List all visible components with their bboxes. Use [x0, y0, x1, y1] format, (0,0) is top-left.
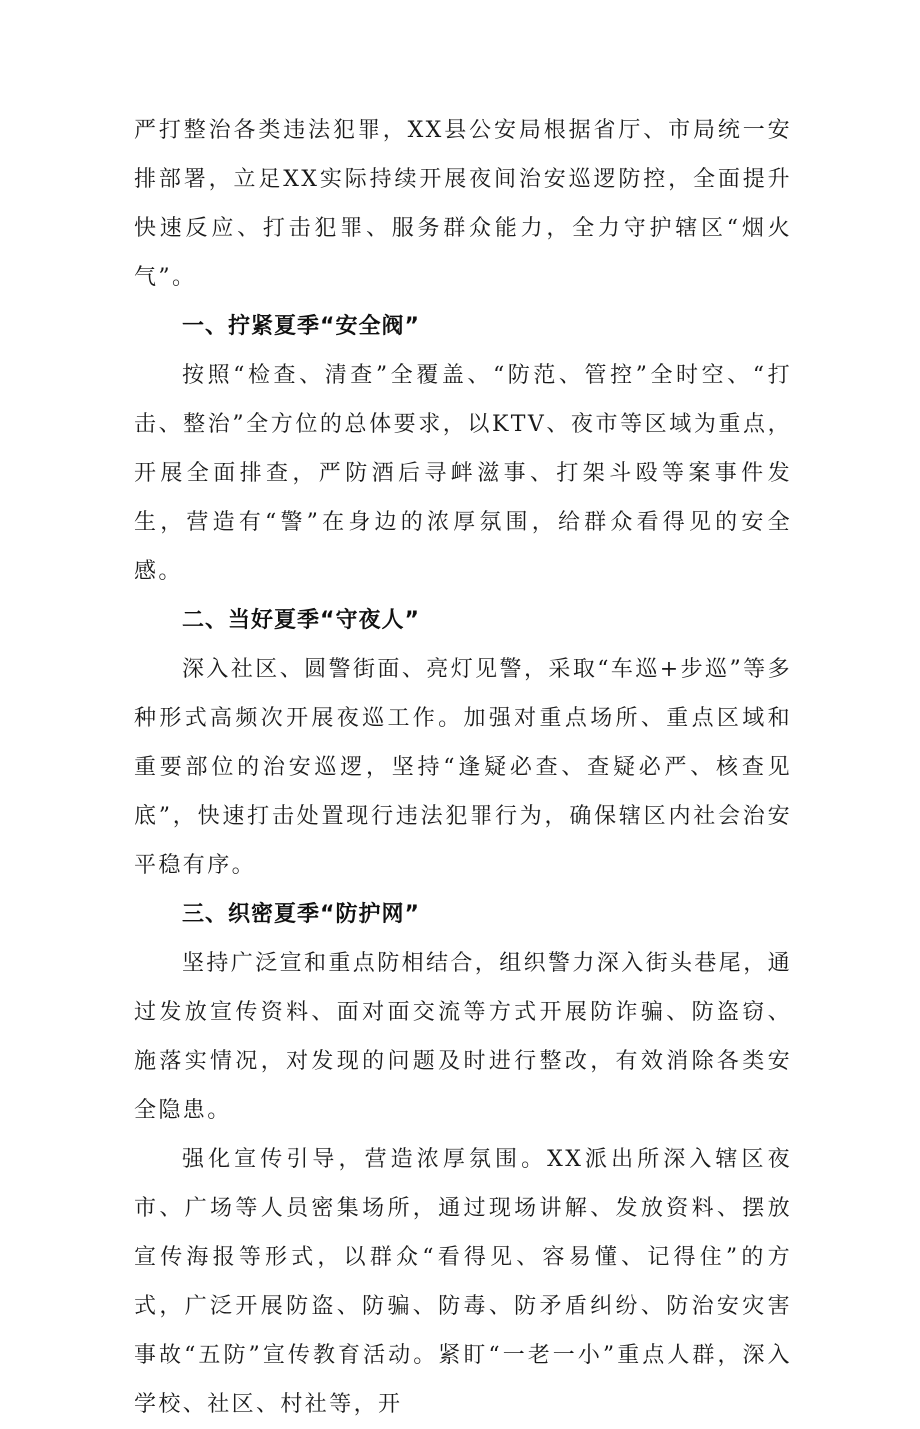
section-3-paragraph: 坚持广泛宣和重点防相结合，组织警力深入街头巷尾，通过发放宣传资料、面对面交流等方式开展防诈骗、防盗窃、施落实情况，对发现的问题及时进行整改，有效消除各类安全隐患。: [134, 951, 793, 1123]
intro-paragraph: 严打整治各类违法犯罪，XX县公安局根据省厅、市局统一安排部署，立足XX实际持续开展夜间治安巡逻防控，全面提升快速反应、打击犯罪、服务群众能力，全力守护辖区“烟火气”。: [134, 118, 792, 290]
document-body: [134, 106, 792, 1429]
section-2-paragraph: 深入社区、圆警街面、亮灯见警，采取“车巡+步巡”等多种形式高频次开展夜巡工作。加强对重点场所、重点区域和重要部位的治安巡逻，坚持“逢疑必查、查疑必严、核查见底”，快速打击处置现行违法犯罪行为，确保辖区内社会治安平稳有序。: [134, 657, 792, 878]
section-1-paragraph: 按照“检查、清查”全覆盖、“防范、管控”全时空、“打击、整治”全方位的总体要求，以KTV、夜市等区域为重点，开展全面排查，严防酒后寻衅滋事、打架斗殴等案事件发生，营造有“警”在身边的浓厚氛围，给群众看得见的安全感。: [134, 363, 792, 584]
section-heading-1: 一、拧紧夏季“安全阀”: [182, 314, 420, 339]
section-heading-2: 二、当好夏季“守夜人”: [182, 608, 420, 633]
section-heading-3: 三、织密夏季“防护网”: [182, 902, 420, 927]
section-3-paragraph-2: 强化宣传引导，营造浓厚氛围。XX派出所深入辖区夜市、广场等人员密集场所，通过现场讲解、发放资料、摆放宣传海报等形式，以群众“看得见、容易懂、记得住”的方式，广泛开展防盗、防骗、防毒、防矛盾纠纷、防治安灾害事故“五防”宣传教育活动。紧盯“一老一小”重点人群，深入学校、社区、村社等，开: [134, 1147, 792, 1417]
